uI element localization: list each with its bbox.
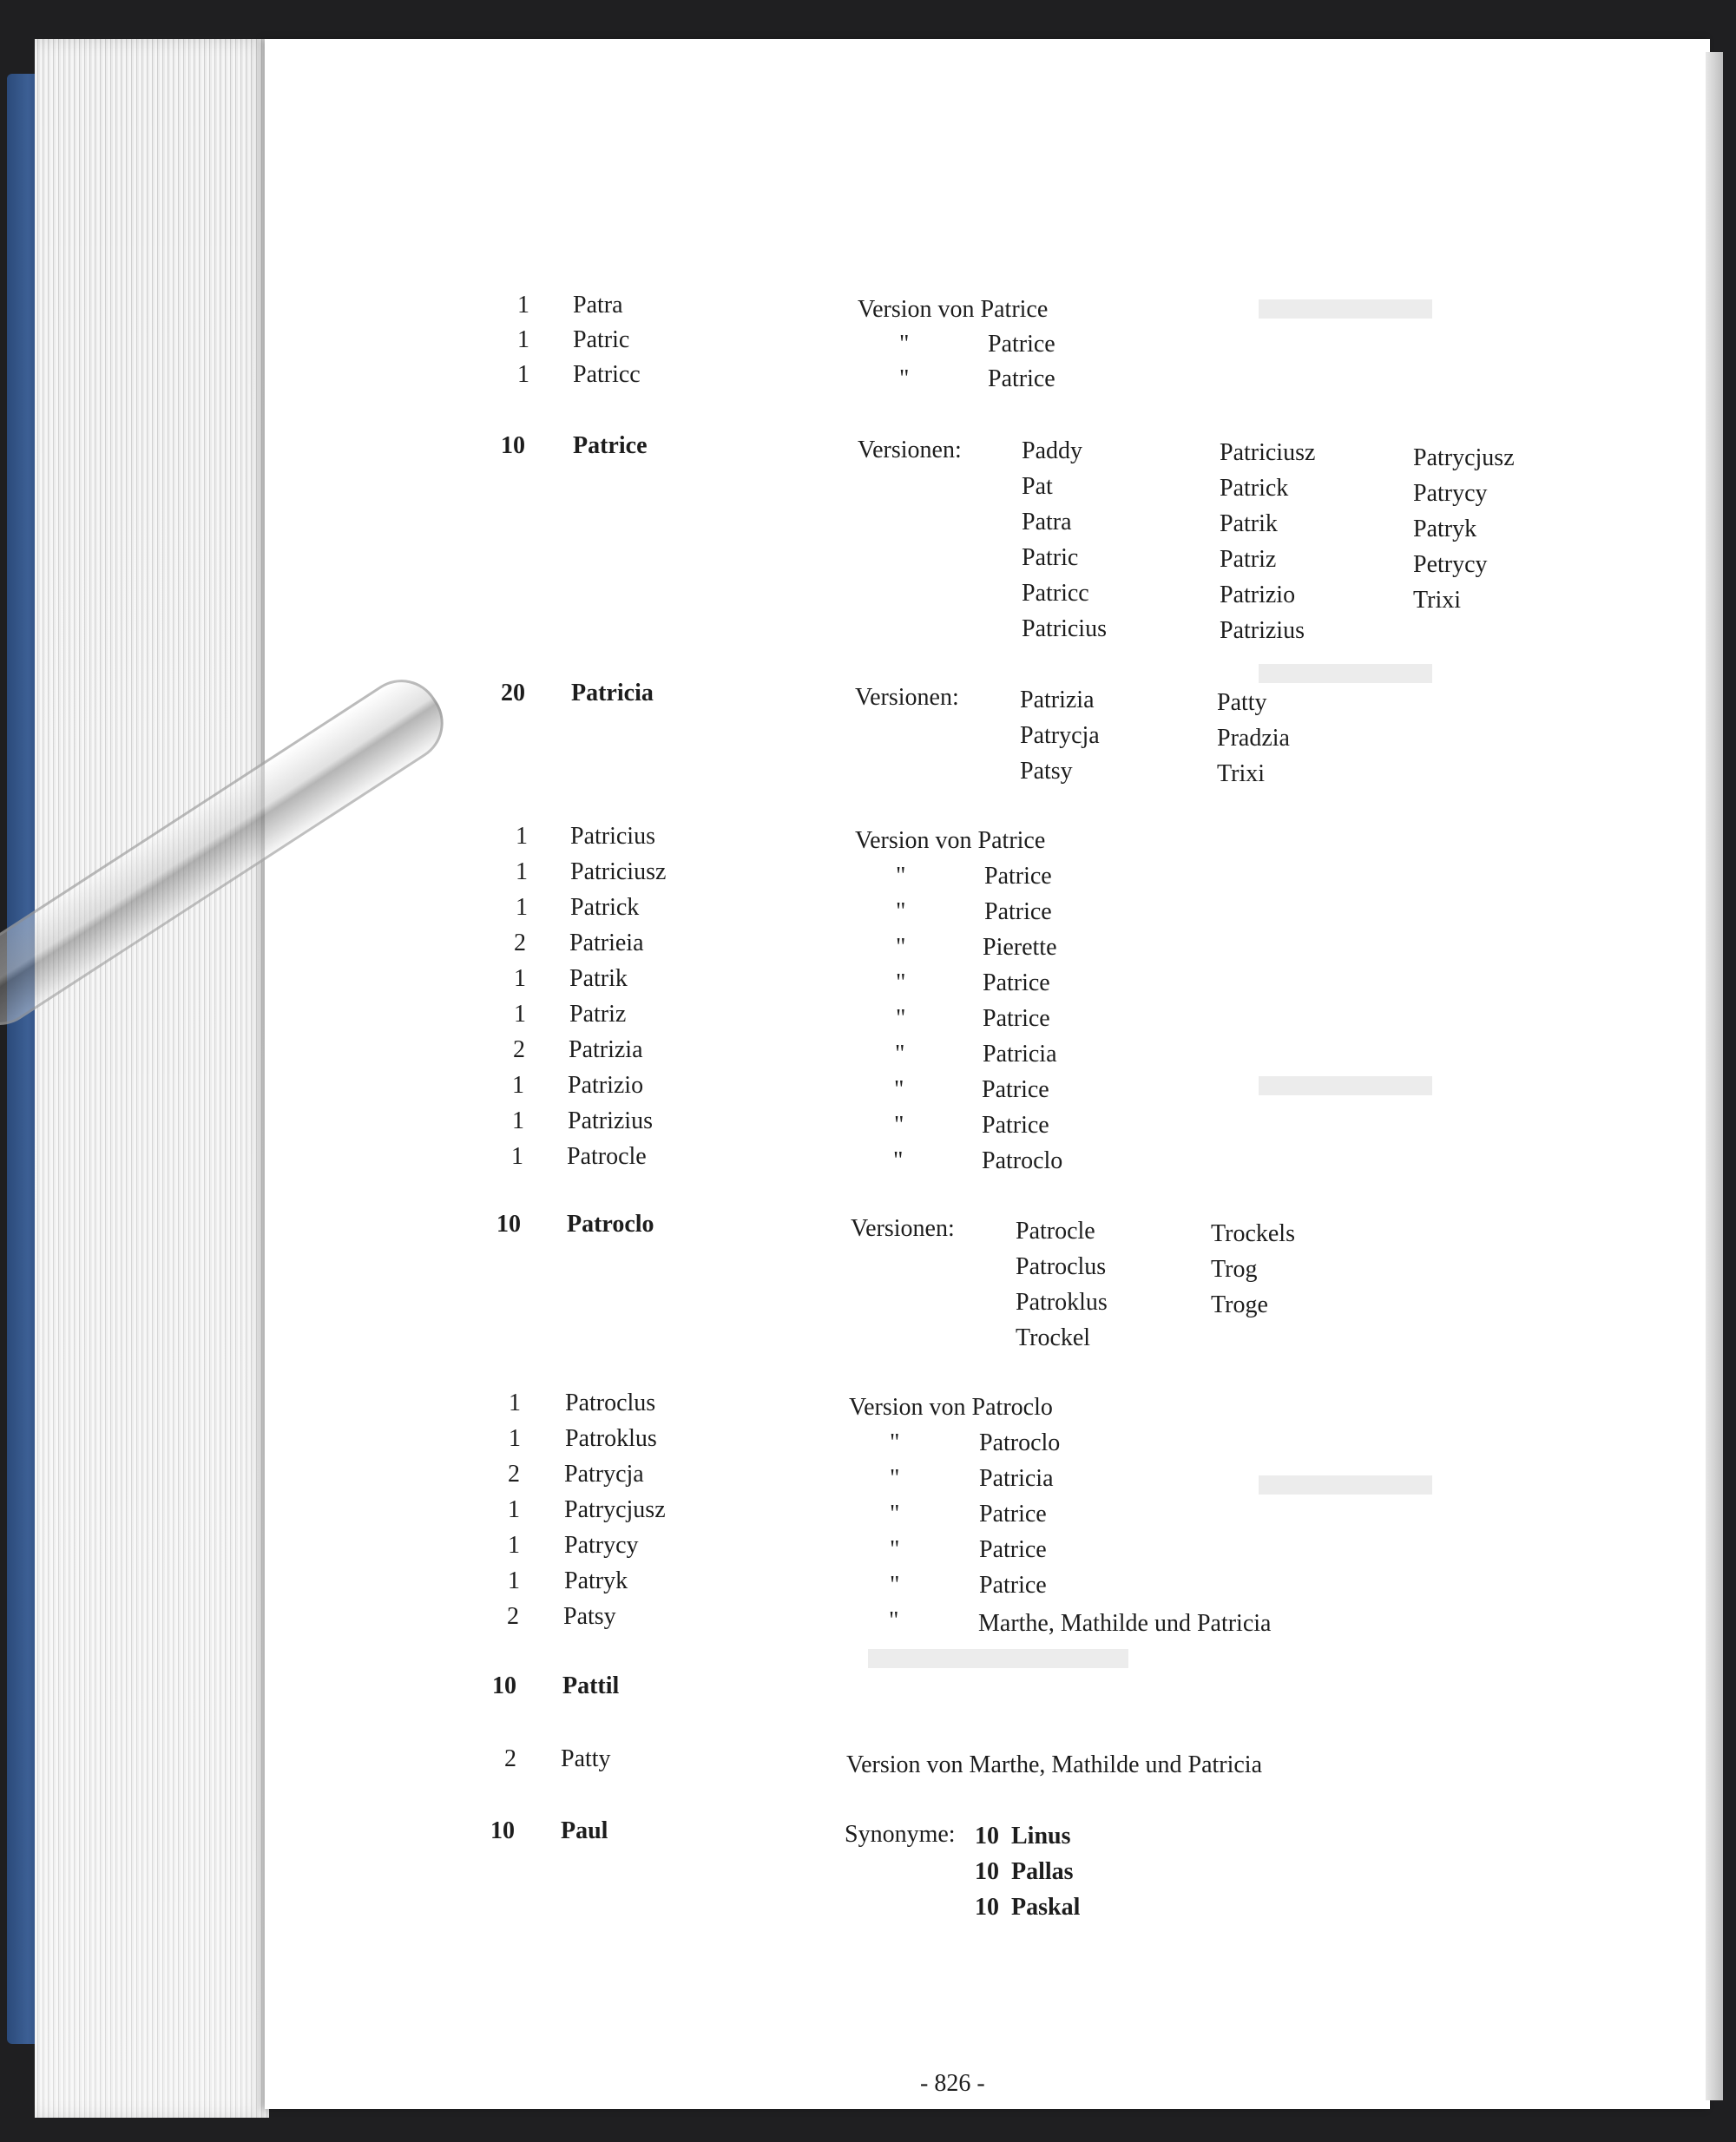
entry-reference: Patrice <box>979 1536 1047 1563</box>
entry-name: Patroclus <box>565 1390 656 1416</box>
entry-description: Version von Patrice <box>858 296 1049 323</box>
entry-count: 1 <box>508 1567 520 1594</box>
version-item: Patric <box>1022 544 1079 571</box>
entry-reference: Patrice <box>982 1112 1049 1139</box>
ditto-mark: " <box>890 1465 900 1492</box>
entry-name: Patrice <box>573 432 648 459</box>
entry-description: Versionen: <box>858 437 962 463</box>
entry-reference: Patroclo <box>979 1429 1061 1456</box>
entry-reference: Patricia <box>979 1465 1054 1492</box>
entry-name: Patricc <box>573 361 641 388</box>
entry-description: Version von Marthe, Mathilde und Patricia <box>846 1751 1263 1778</box>
entry-count: 1 <box>509 1390 521 1416</box>
version-item: Pradzia <box>1217 725 1290 752</box>
ditto-mark: " <box>890 1572 900 1599</box>
entry-reference: Patroclo <box>982 1147 1063 1174</box>
entry-name: Patrizio <box>568 1072 644 1099</box>
version-item: Patrycy <box>1413 480 1488 507</box>
ditto-mark: " <box>899 331 910 358</box>
entry-reference: Patrice <box>988 365 1055 392</box>
entry-name: Patricius <box>570 823 655 850</box>
entry-description: Version von Patrice <box>855 827 1046 854</box>
version-item: Patty <box>1217 689 1267 716</box>
version-item: Patroclus <box>1016 1253 1107 1280</box>
entry-name: Patrik <box>569 965 628 992</box>
version-item: Trixi <box>1217 760 1266 787</box>
entry-count: 1 <box>512 1072 524 1099</box>
entry-count: 10 <box>490 1817 515 1844</box>
synonym-count: 10 <box>975 1894 999 1921</box>
version-item: Paddy <box>1022 437 1082 464</box>
entry-count: 2 <box>514 930 526 956</box>
ditto-mark: " <box>894 1076 904 1103</box>
page-number: - 826 - <box>920 2070 985 2097</box>
entry-count: 1 <box>517 292 529 319</box>
ditto-mark: " <box>890 1536 900 1563</box>
entry-count: 1 <box>511 1143 523 1170</box>
synonym-name: Pallas <box>1011 1858 1074 1885</box>
entry-count: 1 <box>516 858 528 885</box>
entry-name: Patryk <box>564 1567 628 1594</box>
entry-name: Patroklus <box>565 1425 657 1452</box>
version-item: Patsy <box>1020 758 1073 785</box>
version-item: Patra <box>1022 509 1072 536</box>
entry-reference: Marthe, Mathilde und Patricia <box>978 1610 1272 1637</box>
synonym-count: 10 <box>975 1823 999 1850</box>
entry-count: 1 <box>508 1496 520 1523</box>
entry-name: Patty <box>561 1745 611 1772</box>
entry-name: Paul <box>561 1817 608 1844</box>
entry-count: 1 <box>514 965 526 992</box>
version-item: Patrik <box>1220 510 1278 537</box>
entry-reference: Patrice <box>984 863 1052 890</box>
entry-name: Patsy <box>563 1603 616 1630</box>
ditto-mark: " <box>896 934 906 961</box>
version-item: Patrizius <box>1220 617 1305 644</box>
entry-count: 1 <box>509 1425 521 1452</box>
entry-name: Patric <box>573 326 630 353</box>
entry-name: Patrycy <box>564 1532 639 1559</box>
entry-count: 2 <box>504 1745 516 1772</box>
entry-name: Patriz <box>569 1001 627 1028</box>
ditto-mark: " <box>895 1041 905 1068</box>
entry-name: Patrycjusz <box>564 1496 666 1523</box>
entry-name: Patriciusz <box>570 858 667 885</box>
entry-reference: Patrice <box>979 1572 1047 1599</box>
ditto-mark: " <box>896 969 906 996</box>
entry-count: 1 <box>516 894 528 921</box>
entry-count: 1 <box>517 326 529 353</box>
version-item: Patricc <box>1022 580 1089 607</box>
ditto-mark: " <box>896 898 906 925</box>
entry-count: 2 <box>513 1036 525 1063</box>
entry-count: 20 <box>501 680 525 706</box>
version-item: Patriz <box>1220 546 1277 573</box>
version-item: Trog <box>1211 1256 1258 1283</box>
entry-description: Version von Patroclo <box>849 1394 1053 1421</box>
version-item: Patriciusz <box>1220 439 1316 466</box>
entry-description: Versionen: <box>855 684 959 711</box>
entry-reference: Patricia <box>983 1041 1057 1068</box>
entry-count: 10 <box>496 1211 521 1238</box>
version-item: Patrycjusz <box>1413 444 1515 471</box>
version-item: Patryk <box>1413 516 1477 542</box>
entry-name: Patrieia <box>569 930 644 956</box>
entry-description: Synonyme: <box>845 1821 956 1848</box>
version-item: Pat <box>1022 473 1053 500</box>
entry-name: Patroclo <box>567 1211 654 1238</box>
version-item: Patricius <box>1022 615 1107 642</box>
ditto-mark: " <box>893 1147 904 1174</box>
entry-name: Patrizius <box>568 1107 653 1134</box>
version-item: Petrycy <box>1413 551 1488 578</box>
entry-count: 2 <box>507 1603 519 1630</box>
ditto-mark: " <box>889 1607 899 1634</box>
version-item: Patroklus <box>1016 1289 1108 1316</box>
entry-count: 1 <box>514 1001 526 1028</box>
entry-reference: Patrice <box>988 331 1055 358</box>
entry-count: 10 <box>492 1672 516 1699</box>
entry-description: Versionen: <box>851 1215 955 1242</box>
ditto-mark: " <box>890 1429 900 1456</box>
ditto-mark: " <box>896 863 906 890</box>
version-item: Patrizio <box>1220 581 1296 608</box>
entry-reference: Patrice <box>983 1005 1050 1032</box>
entry-reference: Patrice <box>979 1501 1047 1528</box>
entry-count: 1 <box>516 823 528 850</box>
version-item: Trockel <box>1016 1324 1091 1351</box>
entry-reference: Patrice <box>983 969 1050 996</box>
entry-name: Patrizia <box>569 1036 643 1063</box>
entry-count: 1 <box>508 1532 520 1559</box>
version-item: Patrizia <box>1020 687 1095 713</box>
entry-reference: Patrice <box>982 1076 1049 1103</box>
entry-count: 10 <box>501 432 525 459</box>
entry-name: Patrycja <box>564 1461 644 1488</box>
synonym-name: Linus <box>1011 1823 1071 1850</box>
version-item: Patrycja <box>1020 722 1100 749</box>
ditto-mark: " <box>899 365 910 392</box>
synonym-name: Paskal <box>1011 1894 1081 1921</box>
entry-name: Pattil <box>562 1672 620 1699</box>
synonym-count: 10 <box>975 1858 999 1885</box>
version-item: Troge <box>1211 1291 1268 1318</box>
entry-name: Patrick <box>570 894 640 921</box>
ditto-mark: " <box>894 1112 904 1139</box>
ditto-mark: " <box>896 1005 906 1032</box>
version-item: Trixi <box>1413 587 1462 614</box>
entry-count: 1 <box>517 361 529 388</box>
entry-name: Patrocle <box>567 1143 647 1170</box>
entry-count: 1 <box>512 1107 524 1134</box>
entry-count: 2 <box>508 1461 520 1488</box>
entry-reference: Pierette <box>983 934 1057 961</box>
version-item: Patrick <box>1220 475 1289 502</box>
entry-reference: Patrice <box>984 898 1052 925</box>
version-item: Patrocle <box>1016 1218 1095 1245</box>
entry-name: Patra <box>573 292 623 319</box>
entry-name: Patricia <box>571 680 654 706</box>
ditto-mark: " <box>890 1501 900 1528</box>
version-item: Trockels <box>1211 1220 1295 1247</box>
